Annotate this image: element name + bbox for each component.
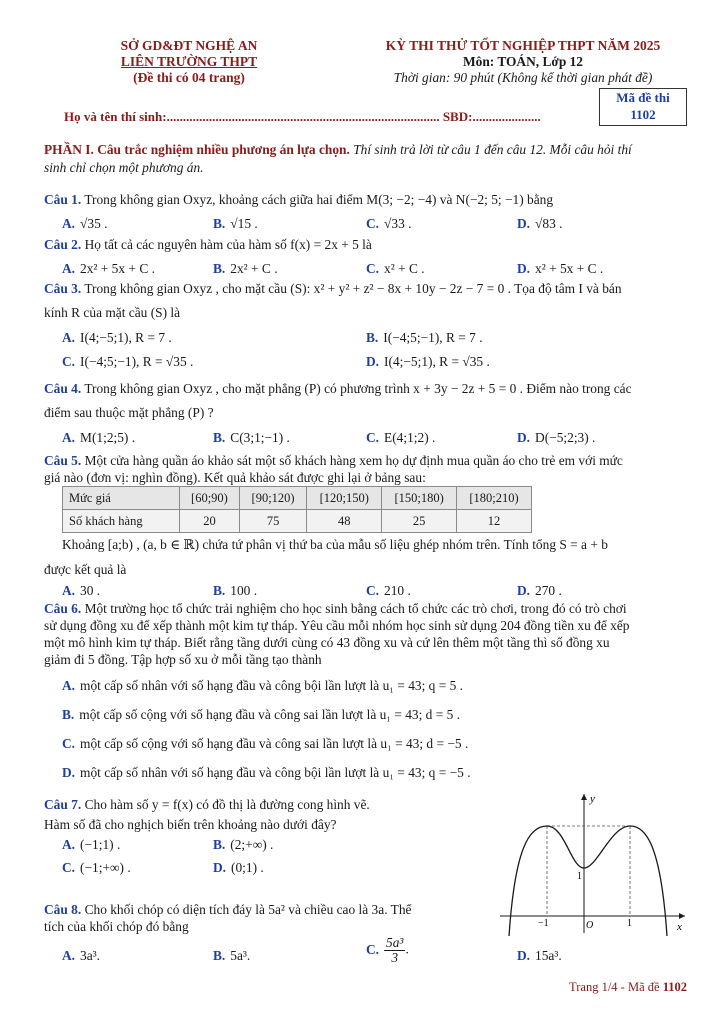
q4-text: Trong không gian Oxyz , cho mặt phẳng (P) có phương trình x + 3y − 2z + 5 = 0 . Điểm nào trong các	[81, 381, 632, 396]
question-8	[44, 901, 474, 919]
q5-text-4: được kết quả là	[44, 562, 127, 577]
q1-text: Trong không gian Oxyz, khoảng cách giữa hai điểm M(3; −2; −4) và N(−2; 5; −1) bằng	[81, 192, 554, 207]
q1-option-d[interactable]	[517, 215, 562, 233]
q3-option-d[interactable]	[366, 353, 490, 371]
q8-text: Cho khối chóp có diện tích đáy là 5a² và chiều cao là 3a. Thể	[81, 902, 412, 917]
question-1	[44, 191, 681, 209]
table-cell: 48	[307, 510, 382, 533]
q1-option-c[interactable]	[366, 215, 411, 233]
q7-option-b[interactable]	[213, 836, 273, 854]
question-4	[44, 380, 681, 398]
q4-option-a[interactable]	[62, 429, 135, 447]
footer-text: Trang 1/4 - Mã đề	[569, 980, 663, 994]
q6-text: Một trường học tổ chức trải nghiệm cho học sinh bằng cách tổ chức các trò chơi, trong đó có trò chơi	[81, 601, 627, 616]
q5-option-a[interactable]	[62, 582, 100, 600]
option-key: D.	[213, 860, 227, 875]
option-text: E(4;1;2) .	[384, 430, 436, 445]
option-key: B.	[213, 216, 226, 231]
q3-option-c[interactable]	[62, 353, 193, 371]
part-heading	[44, 141, 681, 159]
q4-option-d[interactable]	[517, 429, 595, 447]
part-instructions-2: sinh chỉ chọn một phương án.	[44, 160, 204, 175]
page-footer	[569, 980, 687, 995]
q5-option-c[interactable]	[366, 582, 411, 600]
option-key: B.	[213, 837, 226, 852]
q7-option-c[interactable]	[62, 859, 131, 877]
option-text: 2x² + 5x + C .	[80, 261, 155, 276]
option-text: I(−4;5;−1), R = 7 .	[383, 330, 483, 345]
option-key: D.	[517, 216, 531, 231]
q6-text-4: giảm đi 5 đồng. Tập hợp số xu ở mỗi tầng tạo thành	[44, 652, 322, 667]
page-count-note: (Đề thi có 04 trang)	[133, 70, 245, 85]
q2-option-a[interactable]	[62, 260, 155, 278]
origin-label: O	[586, 920, 594, 931]
q2-text: Họ tất cả các nguyên hàm của hàm số f(x) = 2x + 5 là	[81, 237, 372, 252]
q8-option-c[interactable]	[366, 936, 409, 965]
q4-option-c[interactable]	[366, 429, 435, 447]
option-key: D.	[366, 354, 380, 369]
q3-label: Câu 3.	[44, 281, 82, 296]
q1-option-a[interactable]	[62, 215, 107, 233]
option-key: A.	[62, 330, 76, 345]
option-text: √33 .	[384, 216, 412, 231]
option-key: C.	[366, 583, 380, 598]
q4-label: Câu 4.	[44, 381, 82, 396]
q8-option-b[interactable]	[213, 947, 250, 965]
option-text: I(4;−5;1), R = √35 .	[384, 354, 490, 369]
question-3	[44, 280, 681, 298]
table-cell: Mức giá	[63, 487, 180, 510]
exam-time: Thời gian: 90 phút (Không kể thời gian phát đề)	[393, 70, 653, 85]
question-2	[44, 236, 681, 254]
q3-text: Trong không gian Oxyz , cho mặt cầu (S): x² + y² + z² − 8x + 10y − 2z − 7 = 0 . Tọa độ tâm I và bán	[81, 281, 622, 296]
q5-text: Một cửa hàng quần áo khảo sát một số khách hàng xem họ dự định mua quần áo cho trẻ em với mức	[81, 453, 623, 468]
option-key: B.	[62, 707, 75, 722]
fraction	[384, 936, 405, 965]
q7-text: Cho hàm số y = f(x) có đồ thị là đường cong hình vẽ.	[81, 797, 370, 812]
q6-text-2: sử dụng đồng xu để xếp thành một kim tự tháp. Yêu cầu mỗi nhóm học sinh sử dụng 204 đồng tiền xu để xếp	[44, 618, 630, 633]
option-text: (−1;1) .	[80, 837, 121, 852]
option-text: 100 .	[230, 583, 258, 598]
q6-label: Câu 6.	[44, 601, 82, 616]
part-title: PHẦN I. Câu trắc nghiệm nhiều phương án lựa chọn.	[44, 142, 350, 157]
exam-code-label: Mã đề thi	[616, 90, 670, 105]
q6-option-c[interactable]	[62, 735, 468, 753]
q2-label: Câu 2.	[44, 237, 82, 252]
option-key: C.	[366, 430, 380, 445]
option-key: B.	[213, 430, 226, 445]
exam-code-box	[599, 88, 687, 126]
option-key: A.	[62, 837, 76, 852]
option-key: C.	[62, 354, 76, 369]
option-text: một cấp số nhân với số hạng đầu và công bội lần lượt là u₁ = 43; q = 5 .	[80, 678, 463, 693]
option-key: C.	[366, 216, 380, 231]
q7-label: Câu 7.	[44, 797, 82, 812]
table-cell: [150;180)	[382, 487, 457, 510]
tick-label-y1: 1	[577, 871, 582, 882]
option-key: C.	[62, 736, 76, 751]
option-text: 270 .	[535, 583, 562, 598]
table-cell: 75	[239, 510, 306, 533]
fraction-numerator: 5a³	[386, 935, 404, 950]
option-text: √15 .	[230, 216, 258, 231]
student-info-line: Họ và tên thí sinh:.................................................................................... SBD:.....................	[64, 109, 541, 124]
option-key: B.	[213, 583, 226, 598]
dept-name: SỞ GD&ĐT NGHỆ AN	[120, 38, 258, 53]
option-key: A.	[62, 583, 76, 598]
q8-label: Câu 8.	[44, 902, 82, 917]
option-key: A.	[62, 948, 76, 963]
option-key: D.	[517, 261, 531, 276]
option-key: A.	[62, 678, 76, 693]
q1-option-b[interactable]	[213, 215, 258, 233]
option-text: √35 .	[80, 216, 108, 231]
q6-option-d[interactable]	[62, 764, 471, 782]
dept-header	[94, 38, 284, 86]
q5-option-b[interactable]	[213, 582, 257, 600]
option-text: x² + 5x + C .	[535, 261, 604, 276]
q5-text-3: Khoảng [a;b) , (a, b ∈ ℝ) chứa tứ phân vị thứ ba của mẫu số liệu ghép nhóm trên. Tính tổng S = a + b	[62, 537, 608, 552]
q5-option-d[interactable]	[517, 582, 562, 600]
q3-text-2: kính R của mặt cầu (S) là	[44, 305, 181, 320]
option-text: 15a³.	[535, 948, 562, 963]
table-cell: [180;210)	[457, 487, 532, 510]
option-key: B.	[366, 330, 379, 345]
part-instructions: Thí sinh trả lời từ câu 1 đến câu 12. Mỗi câu hỏi thí	[349, 142, 632, 157]
x-axis-label: x	[677, 921, 682, 933]
tick-label-minus1: −1	[538, 918, 549, 929]
q6-option-b[interactable]	[62, 706, 460, 724]
tick-label-1: 1	[627, 918, 632, 929]
q6-text-3: một mô hình kim tự tháp. Biết rằng tầng dưới cùng có 43 đồng xu và cứ lên thêm một tầng thì số đồng xu	[44, 635, 610, 650]
q5-text-2: giá nào (đơn vị: nghìn đồng). Kết quả khảo sát được ghi lại ở bảng sau:	[44, 470, 426, 485]
table-cell: 20	[180, 510, 240, 533]
q8-text-2: tích của khối chóp đó bằng	[44, 919, 189, 934]
option-text: x² + C .	[384, 261, 425, 276]
option-text: 2x² + C .	[230, 261, 278, 276]
function-graph	[495, 788, 690, 938]
option-key: D.	[517, 583, 531, 598]
option-text: 210 .	[384, 583, 411, 598]
table-cell: 12	[457, 510, 532, 533]
option-key: D.	[62, 765, 76, 780]
q3-option-b[interactable]	[366, 329, 483, 347]
table-cell: [60;90)	[180, 487, 240, 510]
q7-text-2: Hàm số đã cho nghịch biến trên khoảng nào dưới đây?	[44, 817, 337, 832]
option-text: C(3;1;−1) .	[230, 430, 290, 445]
option-text: một cấp số nhân với số hạng đầu và công bội lần lượt là u₁ = 43; q = −5 .	[80, 765, 471, 780]
q3-option-a[interactable]	[62, 329, 172, 347]
table-cell: [120;150)	[307, 487, 382, 510]
fraction-denominator: 3	[391, 950, 399, 965]
q4-text-2: điểm sau thuộc mặt phẳng (P) ?	[44, 405, 214, 420]
option-text: I(−4;5;−1), R = √35 .	[80, 354, 194, 369]
y-axis-arrow	[581, 794, 587, 800]
q4-option-b[interactable]	[213, 429, 290, 447]
option-text: một cấp số cộng với số hạng đầu và công sai lần lượt là u₁ = 43; d = −5 .	[80, 736, 469, 751]
option-key: C.	[366, 261, 380, 276]
option-text: 5a³.	[230, 948, 251, 963]
school-name: LIÊN TRƯỜNG THPT	[120, 54, 258, 69]
option-key: B.	[213, 948, 226, 963]
q2-option-d[interactable]	[517, 260, 603, 278]
option-text: (0;1) .	[231, 860, 264, 875]
question-6	[44, 600, 681, 618]
option-key: D.	[517, 948, 531, 963]
q5-label: Câu 5.	[44, 453, 82, 468]
option-key: C.	[62, 860, 76, 875]
option-text: I(4;−5;1), R = 7 .	[80, 330, 172, 345]
q7-option-d[interactable]	[213, 859, 264, 877]
question-5	[44, 452, 681, 470]
option-key: B.	[213, 261, 226, 276]
q8-option-d[interactable]	[517, 947, 562, 965]
q2-option-c[interactable]	[366, 260, 425, 278]
exam-code-value: 1102	[630, 107, 656, 122]
table-cell: Số khách hàng	[63, 510, 180, 533]
y-axis-label: y	[590, 793, 595, 805]
option-text: √83 .	[535, 216, 563, 231]
option-text: D(−5;2;3) .	[535, 430, 596, 445]
option-text: (−1;+∞) .	[80, 860, 131, 875]
option-text: (2;+∞) .	[230, 837, 274, 852]
table-cell: 25	[382, 510, 457, 533]
option-key: A.	[62, 261, 76, 276]
option-text: 30 .	[80, 583, 101, 598]
footer-code: 1102	[662, 980, 687, 994]
q8-option-a[interactable]	[62, 947, 100, 965]
option-text: 3a³.	[80, 948, 101, 963]
q7-option-a[interactable]	[62, 836, 120, 854]
option-key: C.	[366, 941, 380, 957]
table-cell: [90;120)	[239, 487, 306, 510]
option-key: D.	[517, 430, 531, 445]
exam-subject: Môn: TOÁN, Lớp 12	[462, 54, 584, 69]
q2-option-b[interactable]	[213, 260, 278, 278]
q6-option-a[interactable]	[62, 677, 463, 695]
q1-label: Câu 1.	[44, 192, 82, 207]
option-period: .	[405, 941, 409, 957]
survey-table	[62, 486, 532, 533]
exam-title: KỲ THI THỬ TỐT NGHIỆP THPT NĂM 2025	[385, 38, 661, 53]
option-key: A.	[62, 216, 76, 231]
table-header-row	[63, 487, 532, 510]
x-axis-arrow	[679, 913, 685, 919]
table-row	[63, 510, 532, 533]
option-text: một cấp số cộng với số hạng đầu và công sai lần lượt là u₁ = 43; d = 5 .	[79, 707, 461, 722]
exam-header	[338, 38, 708, 86]
option-key: A.	[62, 430, 76, 445]
option-text: M(1;2;5) .	[80, 430, 136, 445]
question-7	[44, 796, 370, 814]
